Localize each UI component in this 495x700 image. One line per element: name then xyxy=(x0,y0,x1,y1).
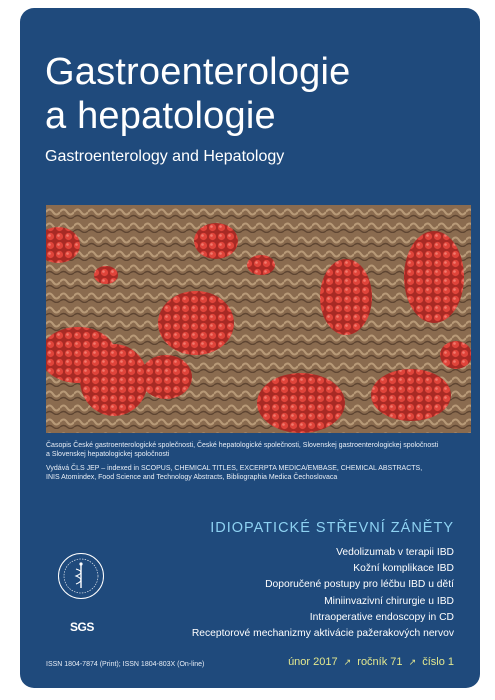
journal-subtitle: Gastroenterology and Hepatology xyxy=(45,148,285,165)
description-line: INIS Atomindex, Food Science and Technology Abstracts, Bibliographia Medica Čechoslovaca xyxy=(46,474,338,481)
issue-month: únor 2017 xyxy=(288,656,338,668)
issn-text: ISSN 1804-7874 (Print); ISSN 1804-803X (On-line) xyxy=(46,661,205,668)
issue-info xyxy=(288,656,454,668)
cover-micrograph xyxy=(46,205,471,433)
journal-description xyxy=(46,441,476,482)
topic-item: Miniinvazivní chirurgie u IBD xyxy=(324,595,454,607)
topic-item: Vedolizumab v terapii IBD xyxy=(336,547,454,558)
description-line: Vydává ČLS JEP – indexed in SCOPUS, CHEMICAL TITLES, EXCERPTA MEDICA/EMBASE, CHEMICAL ABSTRACTS, xyxy=(46,465,423,472)
issue-number: číslo 1 xyxy=(422,656,454,668)
topic-item: Intraoperative endoscopy in CD xyxy=(309,611,454,623)
journal-cover xyxy=(20,8,480,688)
journal-title-line2: a hepatologie xyxy=(45,95,276,137)
issue-theme: IDIOPATICKÉ STŘEVNÍ ZÁNĚTY xyxy=(210,520,454,536)
cls-jep-seal-logo xyxy=(58,553,104,599)
micrograph-graphic xyxy=(46,205,471,433)
description-line: Časopis České gastroenterologické společnosti, České hepatologické společnosti, Slovenskej gastroenterologickej spoločnosti xyxy=(46,442,439,449)
topic-item: Kožní komplikace IBD xyxy=(353,563,454,575)
topic-item: Receptorové mechanizmy aktivácie pažerakových nervov xyxy=(191,628,454,640)
description-line: a Slovenskej hepatologickej spoločnosti xyxy=(46,451,170,458)
separator-icon: ↗ xyxy=(408,657,417,667)
topic-item: Doporučené postupy pro léčbu IBD u dětí xyxy=(265,579,454,591)
separator-icon: ↗ xyxy=(343,657,352,667)
journal-title-line1: Gastroenterologie xyxy=(45,51,351,93)
issue-volume: ročník 71 xyxy=(357,656,403,668)
caduceus-icon xyxy=(59,554,103,598)
topic-list xyxy=(192,545,454,642)
sgs-logo: SGS xyxy=(70,620,94,634)
journal-title xyxy=(45,50,350,138)
